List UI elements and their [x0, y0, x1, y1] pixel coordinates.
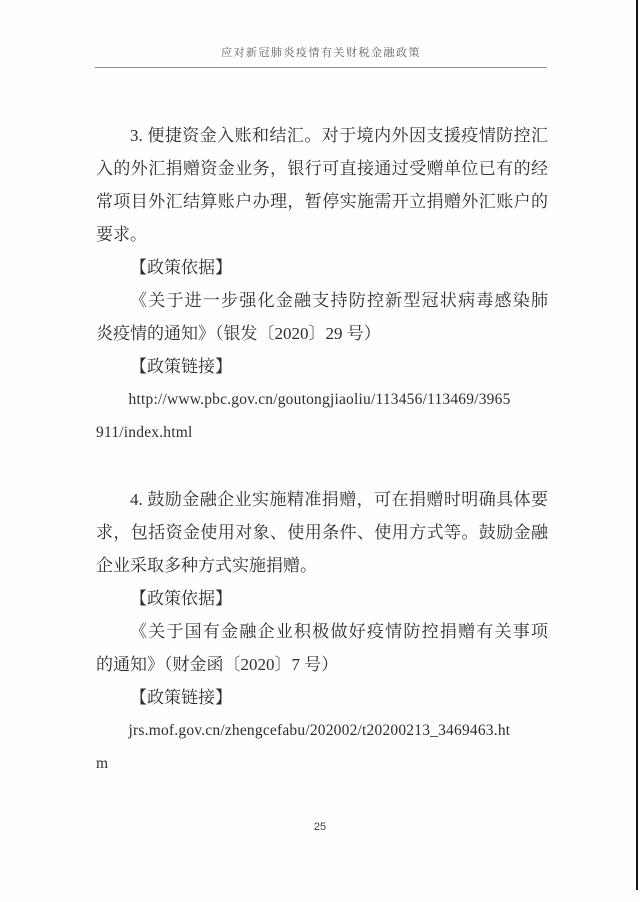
policy-url-line: jrs.mof.gov.cn/zhengcefabu/202002/t20200213_3469463.ht — [128, 722, 511, 739]
page-number: 25 — [313, 821, 327, 833]
running-header-title: 应对新冠肺炎疫情有关财税金融政策 — [221, 47, 421, 59]
policy-url-line: 911/index.html — [96, 424, 193, 441]
paragraph-line: 常项目外汇结算账户办理，暂停实施需开立捐赠外汇账户的 — [96, 192, 548, 211]
page-header — [95, 45, 547, 68]
paragraph-line: 入的外汇捐赠资金业务，银行可直接通过受赠单位已有的经 — [96, 159, 548, 178]
paragraph-line: 求，包括资金使用对象、使用条件、使用方式等。鼓励金融 — [96, 523, 548, 542]
policy-url-line: m — [96, 755, 109, 772]
page-edge-line — [636, 0, 638, 890]
paragraph-line: 企业采取多种方式实施捐赠。 — [96, 556, 317, 575]
policy-basis-line: 炎疫情的通知》（银发〔2020〕29 号） — [96, 324, 381, 343]
policy-link-label: 【政策链接】 — [130, 688, 232, 707]
policy-basis-label: 【政策依据】 — [130, 258, 232, 277]
policy-url-line: http://www.pbc.gov.cn/goutongjiaoliu/113456/113469/3965 — [128, 391, 511, 408]
policy-basis-line: 《关于进一步强化金融支持防控新型冠状病毒感染肺 — [130, 291, 548, 310]
policy-item-4 — [96, 483, 548, 780]
paragraph-line: 要求。 — [96, 225, 147, 244]
page-footer — [0, 821, 640, 833]
policy-basis-label: 【政策依据】 — [130, 589, 232, 608]
policy-basis-line: 《关于国有金融企业积极做好疫情防控捐赠有关事项 — [130, 622, 548, 641]
policy-item-3 — [96, 119, 548, 449]
document-body — [96, 119, 548, 780]
paragraph-line: 4. 鼓励金融企业实施精准捐赠，可在捐赠时明确具体要 — [130, 490, 548, 509]
header-rule — [95, 67, 547, 68]
policy-link-label: 【政策链接】 — [130, 357, 232, 376]
policy-basis-line: 的通知》（财金函〔2020〕7 号） — [96, 655, 339, 674]
paragraph-line: 3. 便捷资金入账和结汇。对于境内外因支援疫情防控汇 — [130, 126, 548, 145]
